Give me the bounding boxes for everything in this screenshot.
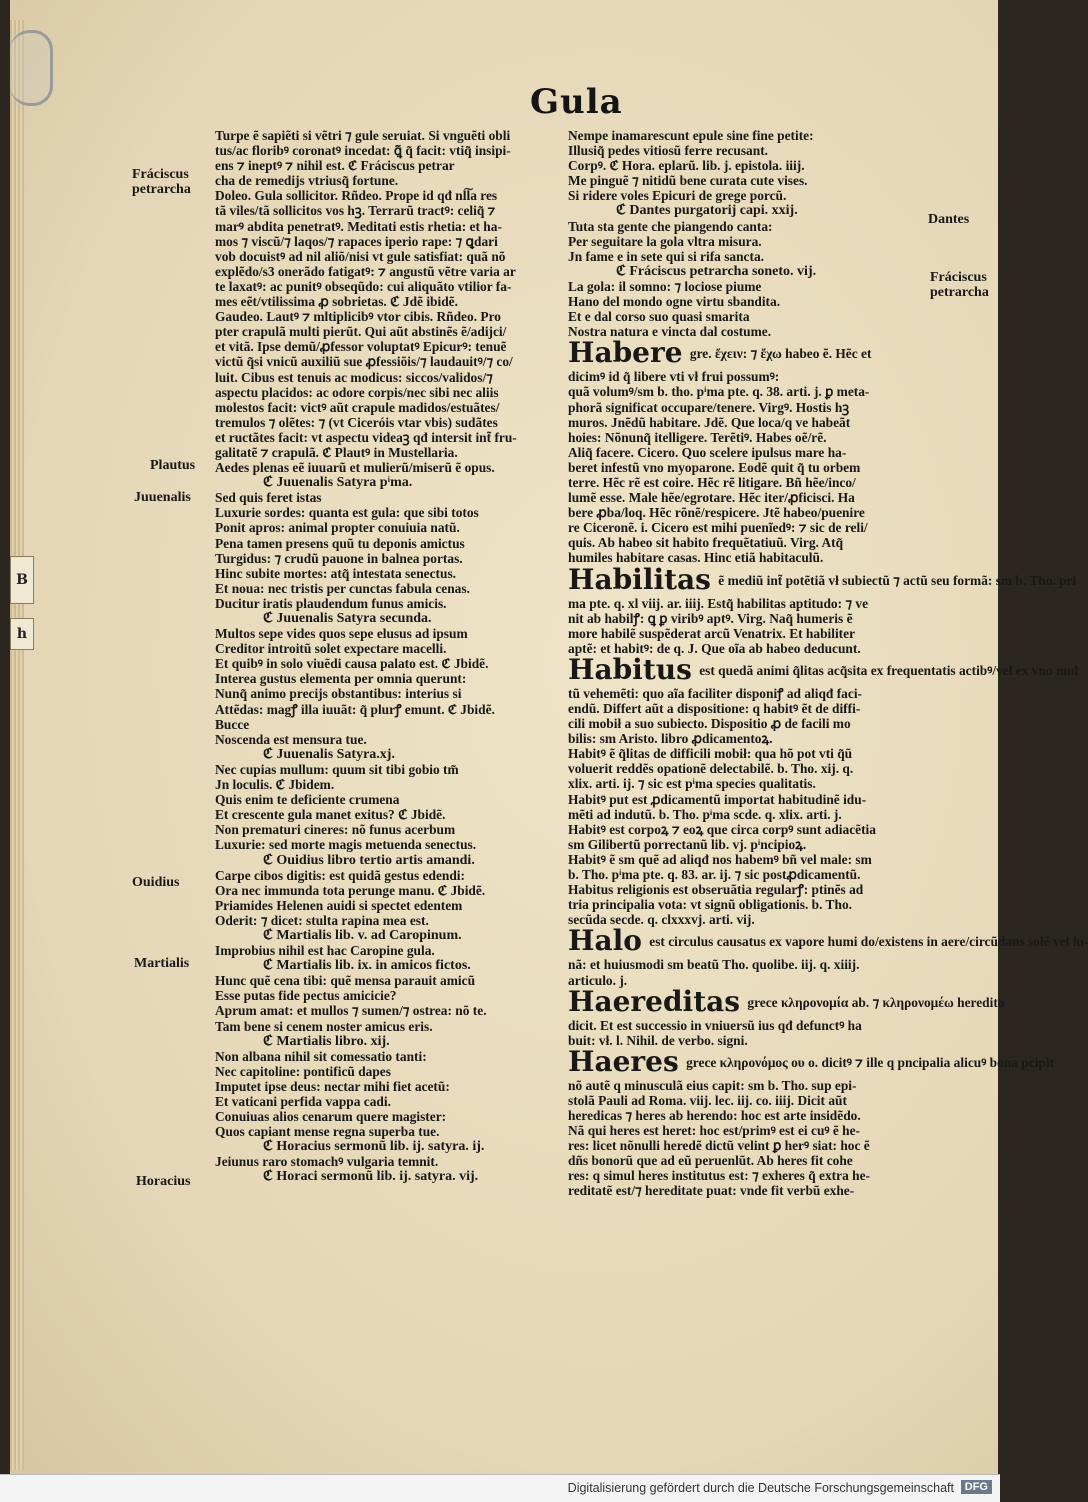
text-line: Jeiunus raro stomachꝰ vulgaria temnit.	[215, 1154, 439, 1170]
text-line: Nec capitoline: pontificũ dapes	[215, 1063, 391, 1079]
text-line: luit. Cibus est tenuis ac modicus: siccos/validos/⁊	[215, 369, 493, 385]
text-line	[568, 652, 1079, 686]
text-line: explẽdo/s3 onerãdo fatigatꝰ: ⁊ angustũ vẽtre varia ar	[215, 263, 516, 279]
scanned-page	[10, 0, 1088, 1474]
lemma-headword: Haeres	[568, 1044, 679, 1078]
text-line: La gola: il somno: ⁊ lociose piume	[568, 278, 762, 294]
text-line: ma pte. q. xl viij. ar. iiij. Estq̃ habilitas aptitudo: ⁊ ve	[568, 595, 869, 611]
text-line: re Ciceronẽ. i. Cicero est mihi puenĩedꝰ: ⁊ sic de reli/	[568, 520, 868, 536]
text-line: Nostra natura e vincta dal costume.	[568, 324, 772, 340]
text-line: Gaudeo. Lautꝰ ⁊ mltiplicibꝰ vtor cibis. Rñdeo. Pro	[215, 309, 501, 325]
text-line: humiles habitare casas. Hinc etiã habitaculũ.	[568, 550, 824, 566]
lemma-text: gre. ἔχειν: ⁊ ἔχω habeo ẽ. Hẽc et	[686, 346, 872, 362]
text-line: quis. Ab habeo sit habito frequẽtatiuũ. Virg. Atq̃	[568, 535, 844, 551]
text-line: Habitꝰ ẽ sm quẽ ad aliqđ nos habemꝰ bñ vel male: sm	[568, 851, 872, 867]
text-line: Pena tamen presens quũ tu deponis amictus	[215, 535, 465, 551]
margin-note-juuenalis: Juuenalis	[134, 490, 191, 505]
text-line: Habitꝰ est corpoꝝ ⁊ eoꝝ que circa corpꝰ sunt adiacẽtia	[568, 821, 876, 837]
text-line: Esse putas fide pectus amicicie?	[215, 988, 397, 1004]
text-line: Et crescente gula manet exitus? ℭ Jbidẽ.	[215, 807, 446, 823]
text-line: Habitꝰ ẽ q̃litas de difficili mobił: qua hõ pot vti q̃ũ	[568, 746, 853, 762]
lemma-text: ẽ mediũ int̃ potẽtiã vł subiectũ ⁊ actũ seu formã: sm b. Tho. pri	[714, 572, 1077, 588]
right-text-column	[568, 128, 1088, 1199]
text-line: Non albana nihil sit comessatio tanti:	[215, 1048, 427, 1064]
text-line: Creditor introitũ solet expectare macelli.	[215, 641, 447, 657]
text-line: Sed quis feret istas	[215, 490, 322, 506]
text-line: ℭ Martialis lib. v. ad Caropinum.	[263, 927, 462, 943]
text-line: ℭ Martialis libro. xij.	[263, 1033, 390, 1049]
page-title: Gula	[530, 82, 623, 122]
text-line: mes eẽt/vtilissima ꝓ sobrietas. ℭ Jdẽ ibidẽ.	[215, 294, 458, 310]
text-line: Et vaticani perfida vappa cadi.	[215, 1094, 391, 1109]
margin-note-plautus: Plautus	[150, 458, 196, 473]
text-line: beret infestũ vno myoparone. Eodẽ quit q̃ tu orbem	[568, 459, 861, 475]
dfg-logo: DFG	[961, 1480, 992, 1494]
text-line: heredicas ⁊ heres ab herendo: hoc est arte insidẽdo.	[568, 1107, 861, 1123]
text-line: Interea gustus elementa per omnia querunt:	[215, 671, 467, 687]
text-line: ℭ Juuenalis Satyra pͥma.	[263, 475, 413, 491]
text-line: dicimꝰ id q̃ libere vti vł frui possumꝰ:	[568, 369, 780, 385]
text-line: vob docuistꝰ ad nil aliõ/nisi vt gule satisfiat: quã nõ	[215, 248, 506, 264]
text-line: marꝰ abdita penetratꝰ. Meditati estis rhetia: et ha-	[215, 218, 502, 234]
text-line: Corpꝰ. ℭ Hora. eplarũ. lib. j. epistola. iiij.	[568, 158, 805, 174]
text-line: aptẽ: et habitꝰ: de q. J. Que oĩa ab habeo deducunt.	[568, 640, 861, 656]
text-line: pter crapulã multi pierũt. Qui aũt abstinẽs ẽ/adijci/	[215, 324, 507, 340]
text-line	[568, 562, 1077, 596]
text-line: Et e dal corso suo quasi smarita	[568, 309, 750, 325]
left-text-column	[215, 128, 573, 1185]
text-line: quã volumꝰ/sm b. tho. pͥma pte. q. 38. arti. j. ꝑ meta-	[568, 384, 870, 400]
text-line: Turgidus: ⁊ crudũ pauone in balnea portas.	[215, 550, 463, 566]
text-line: bilis: sm Aristo. libro ꝓdicamentoꝝ.	[568, 731, 773, 747]
text-line: Hano del mondo ogne virtu sbandita.	[568, 294, 781, 310]
text-line: bere ꝓba/loq. Hẽc rõnẽ/respicere. Jtẽ habeo/puenire	[568, 505, 865, 521]
text-line: buit: vł. l. Nihil. de verbo. signi.	[568, 1032, 748, 1048]
text-line: Habitꝰ put est ꝓdicamentũ importat habitudinẽ idu-	[568, 791, 867, 807]
text-line: ℭ Martialis lib. ix. in amicos fictos.	[263, 958, 471, 974]
text-line: Illusiq̃ pedes vitiosũ ferre recusant.	[568, 143, 768, 159]
text-line: victũ q̃si vnicũ auxiliũ sue ꝓfessiõis/⁊ laudauitꝰ/⁊ co/	[215, 354, 513, 370]
text-line: Me pinguẽ ⁊ nitidũ bene curata cute vises.	[568, 173, 808, 189]
text-line: et vitã. Ipse demũ/ꝓfessor voluptatꝰ Epicurꝰ: tenuẽ	[215, 339, 507, 355]
text-line: voluerit reddẽs opationẽ delectabilẽ. b. Tho. xij. q.	[568, 761, 854, 777]
text-line: Nã qui heres est heret: hoc est/primꝰ est ei cuꝰ ẽ he-	[568, 1123, 860, 1139]
text-line: Conuiuas alios cenarum quere magister:	[215, 1109, 447, 1125]
text-line: Non prematuri cineres: nõ funus acerbum	[215, 822, 456, 838]
text-line: Luxurie sordes: quanta est gula: que sibi totos	[215, 505, 479, 521]
text-line: ℭ Fráciscus petrarcha soneto. vij.	[616, 263, 817, 279]
text-line: secũda secde. q. clxxxvj. arti. vij.	[568, 912, 755, 928]
lemma-headword: Habere	[568, 336, 683, 370]
margin-note-petrarcha: Fráciscus petrarcha	[132, 167, 191, 197]
text-line: reditatẽ est/⁊ hereditate puat: vnde fit verbũ exhe-	[568, 1183, 855, 1199]
text-line: endũ. Differt aũt a dispositione: q habitꝰ ẽt de diffi-	[568, 701, 861, 716]
text-line: ℭ Horacius sermonũ lib. ij. satyra. ij.	[263, 1139, 485, 1155]
text-line: Priamides Helenen auidi si spectet edentem	[215, 897, 463, 913]
text-line: Si ridere voles Epicuri de grege porcũ.	[568, 188, 787, 204]
margin-note-ouidius: Ouidius	[132, 875, 180, 890]
lemma-text: grece κληρονομία ab. ⁊ κληρονομέω heredito	[744, 994, 1005, 1010]
footer-bar	[0, 1474, 1000, 1502]
text-line: lumẽ esse. Male hẽe/egrotare. Hẽc iter/ꝓficisci. Ha	[568, 490, 855, 506]
text-line: ℭ Horaci sermonũ lib. ij. satyra. vij.	[263, 1169, 479, 1185]
index-tab-b: B	[10, 556, 34, 604]
text-line: muros. Jnẽdũ habitare. Jdẽ. Que loca/q ve habeãt	[568, 414, 851, 430]
text-line: Noscenda est mensura tue.	[215, 731, 367, 747]
text-line: res: q simul heres institutus est: ⁊ exheres q̃ extra he-	[568, 1168, 870, 1184]
text-line: Imputet ipse deus: nectar mihi fiet acetũ:	[215, 1078, 450, 1094]
text-line: Hunc quẽ cena tibi: quẽ mensa parauit amicũ	[215, 973, 476, 989]
text-line: more habilẽ suspẽderat arcũ Venatrix. Et habiliter	[568, 625, 856, 641]
text-line: b. Tho. pͥma pte. q. 83. ar. ij. ⁊ sic postꝓdicamentũ.	[568, 867, 861, 883]
lemma-text: est circulus causatus ex vapore humi do/existens in aere/circũdans solẽ vel lu-	[645, 934, 1088, 950]
lemma-headword: Haereditas	[568, 984, 741, 1018]
text-line: nã: et huiusmodi sm beatũ Tho. quolibe. iij. q. xiiij.	[568, 957, 860, 973]
text-line: Luxurie: sed morte magis metuenda senectus.	[215, 837, 477, 853]
text-line: et ructãtes facit: vt aspectu videaꝫ qđ intersit int̃ fru-	[215, 429, 517, 445]
page-edges	[10, 20, 24, 1470]
text-line: Attẽdas: magꝭ illa iuuãt: q̃ plurꝭ emunt. ℭ Jbidẽ.	[215, 701, 495, 717]
text-line: ℭ Ouidius libro tertio artis amandi.	[263, 852, 475, 868]
text-line: stolã Pauli ad Roma. viij. lec. iij. co. iiij. Dicit aũt	[568, 1092, 847, 1108]
text-line: Et quibꝰ in solo viuẽdi causa palato est. ℭ Jbidẽ.	[215, 656, 489, 672]
text-line: Habitus religionis est obseruãtia regularꝭ: ptinẽs ad	[568, 882, 864, 898]
lemma-headword: Habilitas	[568, 562, 711, 596]
text-line: Aedes plenas eẽ iuuarũ et mulierũ/miserũ ẽ opus.	[215, 460, 495, 476]
text-line: Bucce	[215, 716, 250, 732]
text-line: nõ autẽ q minusculã eius capit: sm b. Tho. sup epi-	[568, 1077, 857, 1093]
text-line: ℭ Dantes purgatorij capi. xxij.	[616, 203, 798, 219]
text-line	[568, 1044, 1055, 1078]
text-line: aspectu placidos: ac odore corpis/nec sibi nec aliis	[215, 384, 499, 400]
text-line: Jn loculis. ℭ Jbidem.	[215, 777, 335, 793]
text-line: Oderit: ⁊ dicet: stulta rapina mea est.	[215, 912, 429, 928]
text-line: Multos sepe vides quos sepe elusus ad ipsum	[215, 626, 468, 642]
text-line: hoies: Nõnunq̃ itelligere. Terẽtiꝰ. Habes oẽ/rẽ.	[568, 429, 827, 445]
text-line: ℭ Juuenalis Satyra.xj.	[263, 746, 395, 762]
text-line: dicit. Et est successio in vniuersũ ius qđ defunctꝰ ha	[568, 1017, 862, 1033]
text-line: Nunq̃ animo precijs obstantibus: interius si	[215, 686, 462, 702]
text-line: ens ⁊ ineptꝰ ⁊ nihil est. ℭ Fráciscus petrar	[215, 158, 455, 174]
text-line: Aliq̃ facere. Cicero. Quo scelere ipulsus mare ha-	[568, 444, 847, 460]
text-line: Aprum amat: et mullos ⁊ sumen/⁊ ostrea: nõ te.	[215, 1003, 487, 1019]
text-line: cha de remedijs vtriusq̃ fortune.	[215, 173, 399, 189]
text-line: cili mobił a suo subiecto. Dispositio ꝓ de facili mo	[568, 716, 851, 732]
text-line: Ducitur iratis plaudendum funus amicis.	[215, 595, 447, 611]
text-line: xlix. arti. ij. ⁊ sic est pͥma species qualitatis.	[568, 776, 816, 792]
text-line: Nempe inamarescunt epule sine fine petite:	[568, 128, 814, 143]
text-line: Tuta sta gente che piangendo canta:	[568, 218, 773, 234]
text-line: galitatẽ ⁊ crapulã. ℭ Plautꝰ in Mustellaria.	[215, 444, 458, 460]
text-line: Carpe cibos digitis: est quidã gestus edendi:	[215, 867, 465, 883]
margin-note-petrarcha-right: Fráciscus petrarcha	[930, 270, 989, 300]
footer-credit: Digitalisierung gefördert durch die Deutsche Forschungsgemeinschaft	[567, 1481, 954, 1495]
text-line	[568, 984, 1005, 1018]
text-line: tria principalia vota: vt signũ obligationis. b. Tho.	[568, 897, 852, 913]
text-line: sm Gilibertũ porrectanũ lib. vj. pͥncipioꝝ.	[568, 836, 807, 852]
lemma-headword: Habitus	[568, 652, 692, 686]
text-line: Improbius nihil est hac Caropine gula.	[215, 943, 435, 959]
margin-note-horacius: Horacius	[136, 1174, 191, 1189]
text-line: molestos facit: victꝰ aũt crapule madidos/estuãtes/	[215, 399, 500, 415]
text-line: Quos capiant mense regna superba tue.	[215, 1124, 440, 1140]
text-line: Doleo. Gula sollicitor. Rñdeo. Prope id qđ nl͠la res	[215, 188, 498, 204]
text-line: tus/ac floribꝰ coronatꝰ incedat: ꝗ̃ q̃ facit: vtiq̃ insipi-	[215, 143, 511, 159]
text-line: phorã significat occupare/tenere. Virgꝰ. Hostis hꝫ	[568, 399, 850, 415]
index-tab-h: h	[10, 618, 34, 650]
text-line: Et noua: nec tristis per cunctas fabula cenas.	[215, 580, 470, 596]
lemma-headword: Halo	[568, 924, 642, 958]
text-line: mos ⁊ viscũ/⁊ laqos/⁊ rapaces iperio rape: ⁊ ꝗdari	[215, 233, 498, 249]
text-line: tremulos ⁊ olẽtes: ⁊ (vt Ciceróis vtar vbis) sudãtes	[215, 414, 498, 430]
text-line	[568, 924, 1088, 958]
lemma-text: grece κληρονόμος ου ο. dicitꝰ ⁊ ille q pncipalia alicuꝰ bona pcipit	[682, 1054, 1055, 1070]
text-line: tũ vehemẽti: quo aĩa faciliter disponiꝭ ad aliqđ faci-	[568, 685, 863, 701]
margin-note-martialis: Martialis	[134, 956, 190, 971]
text-line: dñs bonorũ que ad eũ peruenlũt. Ab heres fit cohe	[568, 1153, 853, 1169]
text-line	[568, 336, 920, 370]
text-line: Tam bene si cenem noster amicus eris.	[215, 1018, 433, 1034]
text-line: te laxatꝰ: ac punitꝰ obseqũdo: cui aliquãto vtilior fa-	[215, 278, 512, 294]
text-line: Ora nec immunda tota perunge manu. ℭ Jbidẽ.	[215, 882, 486, 898]
text-line: terre. Hẽc rẽ est coire. Hẽc rẽ litigare. Bñ hẽe/inco/	[568, 474, 856, 490]
text-line: nit ab habilꝭ: ꝗ ꝑ viribꝰ aptꝰ. Virg. Naq̃ humeris ẽ	[568, 610, 853, 626]
text-line: articulo. j.	[568, 972, 628, 988]
paper-clip	[10, 30, 53, 106]
text-line: Jn fame e in sete qui si rifa sancta.	[568, 248, 765, 264]
text-line: mẽti ad indutũ. b. Tho. pͥma scde. q. xlix. arti. j.	[568, 806, 842, 822]
text-line: Nec cupias mullum: quum sit tibi gobio tm̃	[215, 761, 459, 777]
text-line: ℭ Juuenalis Satyra secunda.	[263, 611, 432, 626]
lemma-text: est quedã animi q̃litas acq̃sita ex frequentatis actibꝰ/vel ex vno mul	[695, 662, 1079, 678]
text-line: Ponit apros: animal propter conuiuia natũ.	[215, 520, 460, 536]
text-line: Hinc subite mortes: atq̃ intestata senectus.	[215, 565, 457, 581]
text-line: Turpe ẽ sapiẽti si vẽtri ⁊ gule seruiat. Si vnguẽti obli	[215, 128, 511, 143]
text-line: tã viles/tã sollicitos vos hꝫ. Terrarũ tractꝰ: celiq̃ ⁊	[215, 203, 496, 219]
margin-note-dantes: Dantes	[928, 212, 970, 227]
text-line: res: licet nõnulli heredẽ dictũ velint ꝑ herꝰ siat: hoc ẽ	[568, 1138, 870, 1154]
text-line: Per seguitare la gola vltra misura.	[568, 233, 762, 249]
text-line: Quis enim te deficiente crumena	[215, 792, 400, 808]
